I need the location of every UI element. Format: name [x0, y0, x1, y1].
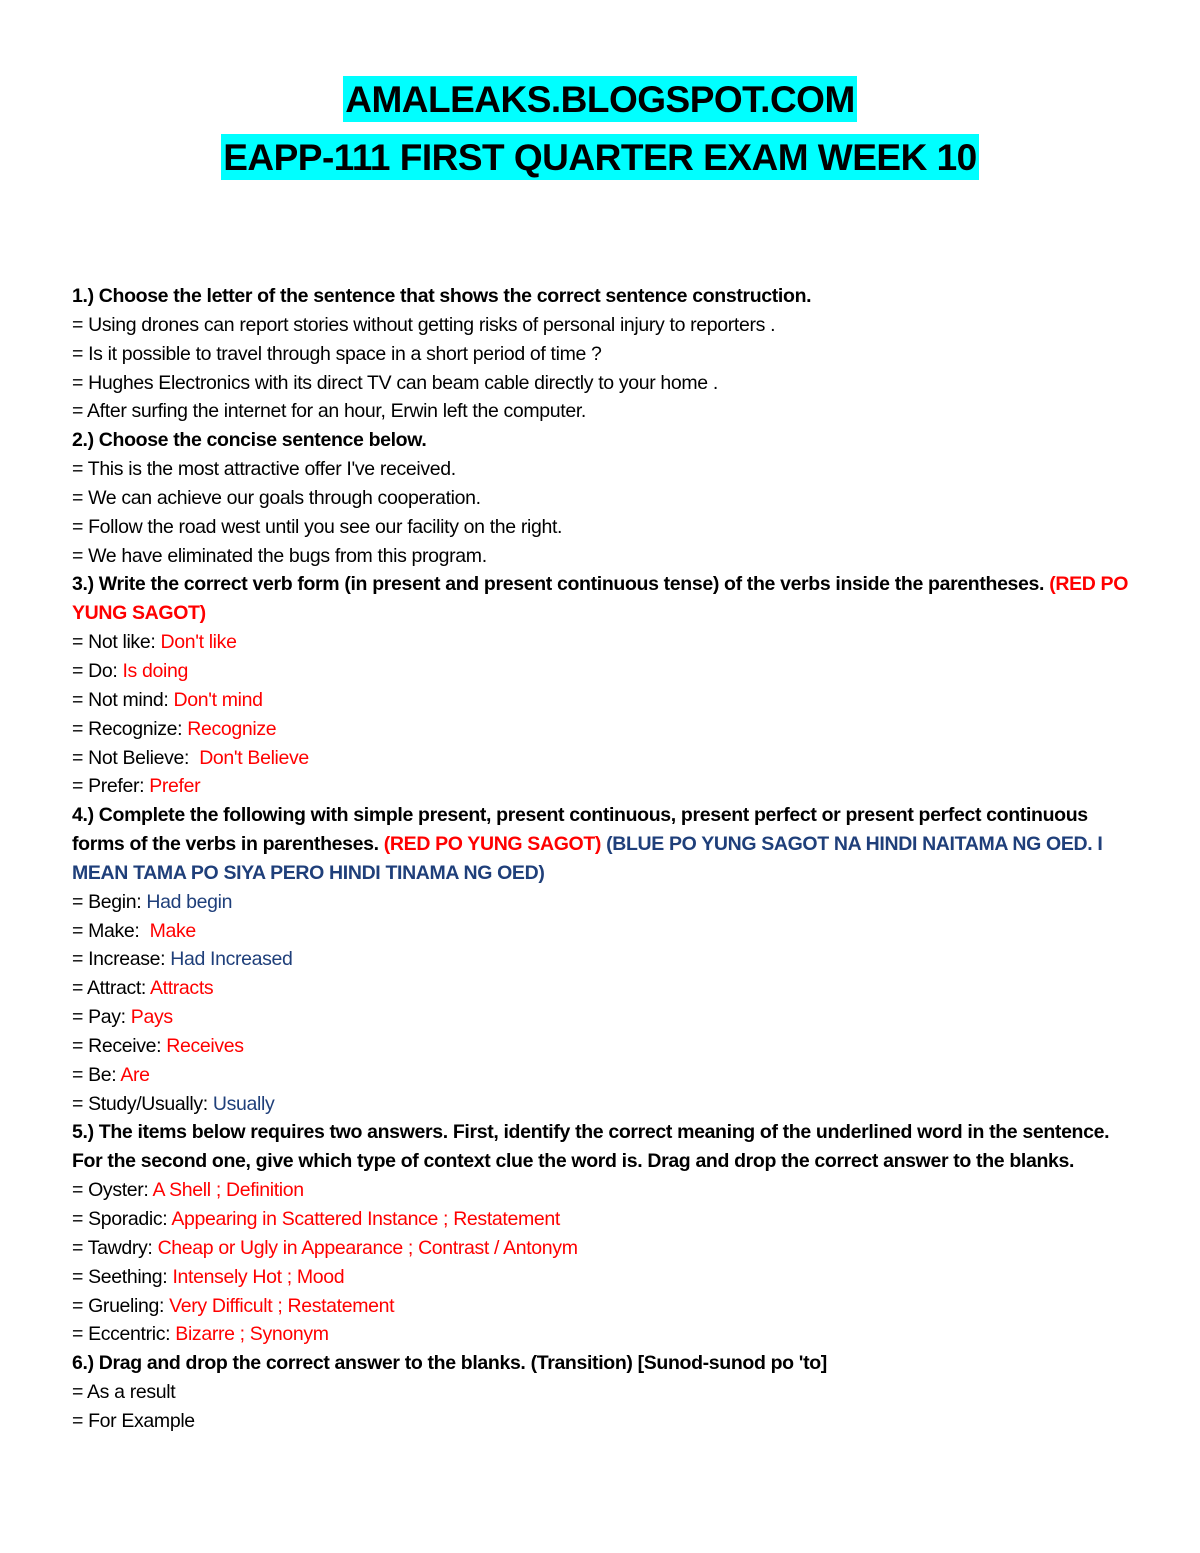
question-4-item: [72, 974, 1142, 1003]
exam-content: [72, 282, 1142, 1436]
question-3-item: [72, 715, 1142, 744]
question-1-option: = After surfing the internet for an hour, Erwin left the computer.: [72, 400, 586, 423]
question-4-item: [72, 917, 1142, 946]
item-answer: Recognize: [187, 717, 277, 740]
item-prompt: = Grueling:: [72, 1294, 170, 1317]
item-prompt: = Not Believe:: [72, 746, 200, 769]
question-6-option: = As a result: [72, 1381, 176, 1404]
question-2-option: = This is the most attractive offer I've received.: [72, 458, 456, 481]
question-5-item: [72, 1320, 1142, 1349]
question-3-text: 3.) Write the correct verb form (in present and present continuous tense) of the verbs inside the parentheses.: [72, 573, 1045, 596]
question-5-item: [72, 1205, 1142, 1234]
item-answer: Don't like: [160, 631, 237, 654]
item-prompt: = Not mind:: [72, 688, 174, 711]
item-prompt: = Pay:: [72, 1006, 131, 1029]
item-answer: Attracts: [150, 977, 214, 1000]
item-answer: Don't Believe: [199, 746, 309, 769]
question-2-option: = We have eliminated the bugs from this program.: [72, 544, 487, 567]
question-4-item: [72, 1003, 1142, 1032]
item-answer: A Shell ; Definition: [152, 1179, 304, 1202]
item-prompt: = Attract:: [72, 977, 150, 1000]
item-prompt: = Seething:: [72, 1265, 173, 1288]
item-answer: Bizarre ; Synonym: [175, 1323, 329, 1346]
question-4-item: [72, 888, 1142, 917]
question-4: [72, 801, 1142, 888]
question-3-item: [72, 686, 1142, 715]
question-4-item: [72, 1032, 1142, 1061]
item-prompt: = Recognize:: [72, 717, 188, 740]
question-2-option: = Follow the road west until you see our facility on the right.: [72, 515, 563, 538]
item-answer: Pays: [130, 1006, 173, 1029]
item-answer: Had Increased: [170, 948, 293, 971]
item-prompt: = Sporadic:: [72, 1208, 172, 1230]
item-prompt: = Tawdry:: [72, 1236, 158, 1259]
item-prompt: = Not like:: [72, 631, 161, 654]
question-4-item: [72, 1061, 1142, 1090]
item-answer: Intensely Hot ; Mood: [172, 1265, 345, 1288]
item-prompt: = Do:: [72, 659, 123, 682]
question-4-red-note: (RED PO YUNG SAGOT): [383, 833, 602, 856]
question-4-blue-note: (BLUE PO YUNG SAGOT NA HINDI NAITAMA NG OED. I MEAN TAMA PO SIYA PERO HINDI TINAMA NG OED): [72, 833, 1108, 884]
question-3-item: [72, 744, 1142, 773]
question-4-item: [72, 1090, 1142, 1119]
site-title: AMALEAKS.BLOGSPOT.COM: [343, 76, 857, 122]
item-answer: Receives: [166, 1034, 244, 1057]
question-6-option: = For Example: [72, 1409, 195, 1432]
question-2: 2.) Choose the concise sentence below.: [72, 429, 427, 452]
question-5-item: [72, 1176, 1142, 1205]
question-1-option: = Hughes Electronics with its direct TV can beam cable directly to your home .: [72, 371, 718, 394]
item-prompt: = Increase:: [72, 948, 171, 971]
item-answer: Usually: [212, 1092, 275, 1115]
exam-title: EAPP-111 FIRST QUARTER EXAM WEEK 10: [221, 134, 979, 180]
item-answer: Don't mind: [173, 688, 263, 711]
item-answer: Cheap or Ugly in Appearance ; Contrast / Antonym: [157, 1236, 578, 1259]
item-answer: Is doing: [122, 659, 188, 682]
question-3: [72, 570, 1142, 628]
document-header: [0, 76, 1200, 192]
question-4-text: 4.) Complete the following with simple present, present continuous, present perfect or present perfect continuous forms of the verbs in parentheses.: [72, 804, 1093, 856]
question-6: 6.) Drag and drop the correct answer to the blanks. (Transition) [Sunod-sunod po 'to]: [72, 1352, 827, 1375]
question-3-item: [72, 628, 1142, 657]
question-1-option: = Is it possible to travel through space in a short period of time ?: [72, 342, 602, 365]
item-prompt: = Eccentric:: [72, 1323, 176, 1346]
item-prompt: = Be:: [72, 1063, 121, 1086]
item-answer: Are: [120, 1063, 150, 1086]
question-2-option: = We can achieve our goals through cooperation.: [72, 486, 481, 509]
question-5-item: [72, 1234, 1142, 1263]
item-answer: Make: [149, 919, 196, 942]
question-3-item: [72, 657, 1142, 686]
item-answer: Appearing in Scattered Instance ; Restatement: [171, 1208, 560, 1230]
question-5-item: [72, 1263, 1142, 1292]
question-5-item: [72, 1292, 1142, 1321]
question-1: 1.) Choose the letter of the sentence that shows the correct sentence construction.: [72, 285, 812, 307]
item-answer: Very Difficult ; Restatement: [169, 1294, 395, 1317]
item-prompt: = Begin:: [72, 890, 147, 913]
item-prompt: = Make:: [72, 919, 150, 942]
item-prompt: = Study/Usually:: [72, 1092, 213, 1115]
question-4-item: [72, 945, 1142, 974]
item-prompt: = Oyster:: [72, 1179, 153, 1202]
item-answer: Had begin: [146, 890, 233, 913]
question-3-red-note: (RED PO YUNG SAGOT): [72, 573, 1133, 625]
item-answer: Prefer: [149, 775, 201, 798]
item-prompt: = Receive:: [72, 1034, 167, 1057]
question-3-item: [72, 772, 1142, 801]
question-5: 5.) The items below requires two answers. First, identify the correct meaning of the underlined word in the sentence. For the second one, give which type of context clue the word is. Drag and drop the correct answer to the blanks.: [72, 1121, 1115, 1173]
question-1-option: = Using drones can report stories without getting risks of personal injury to reporters .: [72, 313, 776, 336]
item-prompt: = Prefer:: [72, 775, 150, 798]
